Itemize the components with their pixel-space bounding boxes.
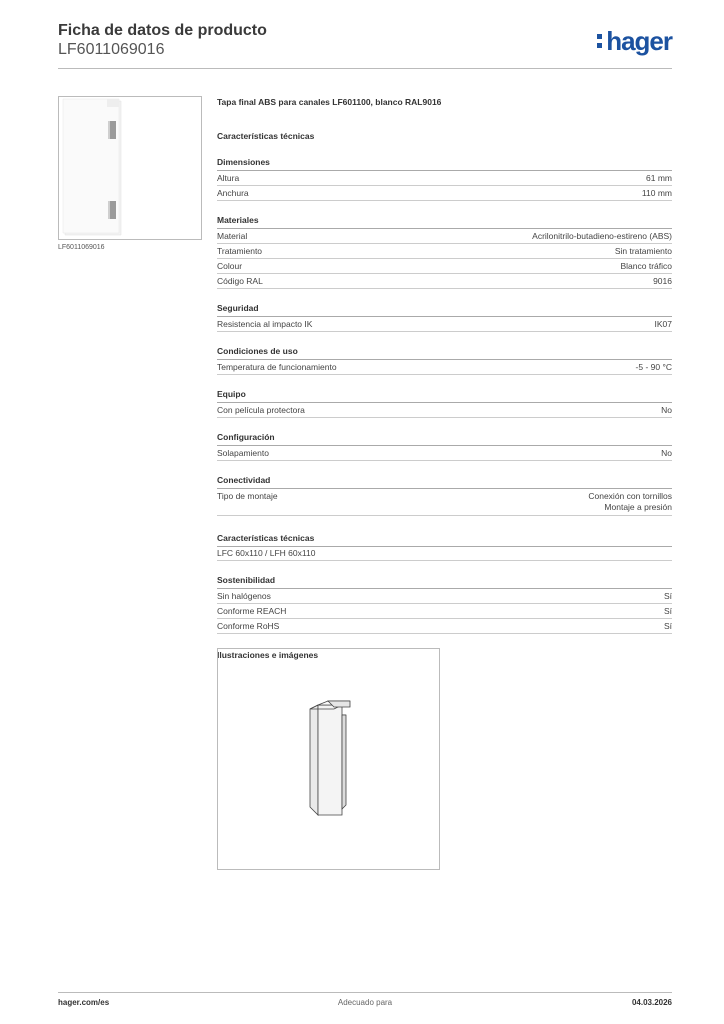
spec-groups [217,156,672,516]
spec-group-title: Conectividad [217,474,672,489]
thumbnail-caption: LF6011069016 [58,244,105,251]
spec-group [217,388,672,418]
spec-label: Con película protectora [217,404,305,415]
end-cap-thumbnail-icon [59,97,201,239]
spec-group [217,474,672,516]
spec-label: Colour [217,260,243,271]
spec-value-line: Sí [663,620,672,631]
illustration-frame [217,648,440,870]
spec-group [217,156,672,201]
spec-content [217,96,672,660]
spec-row [217,604,672,619]
spec-value-line: IK07 [654,318,672,329]
spec-label: Tratamiento [217,245,263,256]
spec-value [655,319,673,331]
spec-label: Conforme RoHS [217,620,280,631]
spec-group-title: Características técnicas [217,532,672,547]
spec-value [642,188,672,200]
footer-note: Adecuado para [337,998,393,1007]
spec-group-title: Condiciones de uso [217,345,672,360]
spec-group [217,574,672,634]
spec-value [588,491,672,514]
spec-label: Conforme REACH [217,605,287,616]
header-divider [58,68,672,69]
spec-groups-secondary [217,532,672,635]
spec-value [664,621,672,633]
spec-row [217,446,672,461]
spec-group-title: Equipo [217,388,672,403]
spec-group [217,532,672,562]
spec-row [217,619,672,634]
spec-row [217,259,672,274]
footer-divider [58,992,672,993]
hager-logo [597,26,672,56]
spec-value-line: 9016 [653,275,672,286]
spec-label: Temperatura de funcionamiento [217,361,337,372]
spec-label: Material [217,230,248,241]
spec-value-line: Sí [663,605,672,616]
footer-date: 04.03.2026 [631,998,672,1007]
spec-label: Tipo de montaje [217,490,278,501]
spec-value-line: Montaje a presión [604,502,672,512]
spec-label: LFC 60x110 / LFH 60x110 [217,548,316,558]
spec-value-line: 110 mm [641,187,672,198]
spec-group [217,302,672,332]
spec-group-title: Configuración [217,431,672,446]
product-thumbnail [58,96,202,240]
spec-label: Anchura [217,187,249,198]
spec-row [217,589,672,604]
spec-value-line: No [661,404,672,415]
product-title: Tapa final ABS para canales LF601100, blanco RAL9016 [217,97,442,107]
spec-value [621,261,673,273]
spec-group [217,214,672,289]
spec-row [217,244,672,259]
spec-row [217,547,672,562]
logo-text: hager [606,26,672,56]
spec-label: Altura [217,172,240,183]
section-title-technical: Características técnicas [217,131,315,141]
spec-group-title: Sostenibilidad [217,574,672,589]
spec-value [664,591,672,603]
spec-group-title: Seguridad [217,302,672,317]
spec-value [636,362,672,374]
spec-group [217,345,672,375]
footer-site-link[interactable]: hager.com/es [58,998,110,1007]
spec-row [217,229,672,244]
spec-label: Resistencia al impacto IK [217,318,313,329]
spec-value-line: Conexión con tornillos [588,490,672,501]
spec-label: Sin halógenos [217,590,271,601]
spec-value [653,276,672,288]
spec-value-line: Acrilonitrilo-butadieno-estireno (ABS) [532,230,672,241]
spec-row [217,489,672,516]
spec-value [661,405,672,417]
spec-value-line: 61 mm [646,172,672,183]
spec-label: Solapamiento [217,447,269,458]
spec-row [217,171,672,186]
page-header [58,22,672,68]
document-title: Ficha de datos de producto [58,22,267,39]
spec-value-line: -5 - 90 °C [635,361,672,372]
spec-value-line: Sí [663,590,672,601]
spec-label: Código RAL [217,275,263,286]
spec-row [217,360,672,375]
end-cap-drawing-icon [218,649,439,869]
spec-row [217,317,672,332]
spec-row [217,403,672,418]
spec-row [217,274,672,289]
illustrations-title: Ilustraciones e imágenes [217,650,319,660]
spec-value [646,173,672,185]
spec-row [217,186,672,201]
spec-group [217,431,672,461]
logo-colon-icon [597,32,603,50]
spec-value-line: Blanco tráfico [620,260,672,271]
spec-group-title: Dimensiones [217,156,672,171]
spec-value [664,606,672,618]
product-code: LF6011069016 [58,41,165,58]
spec-value-line: Sin tratamiento [614,245,672,256]
spec-group-title: Materiales [217,214,672,229]
spec-value [615,246,672,258]
spec-value [532,231,672,243]
spec-value-line: No [661,447,672,458]
spec-value [661,448,672,460]
